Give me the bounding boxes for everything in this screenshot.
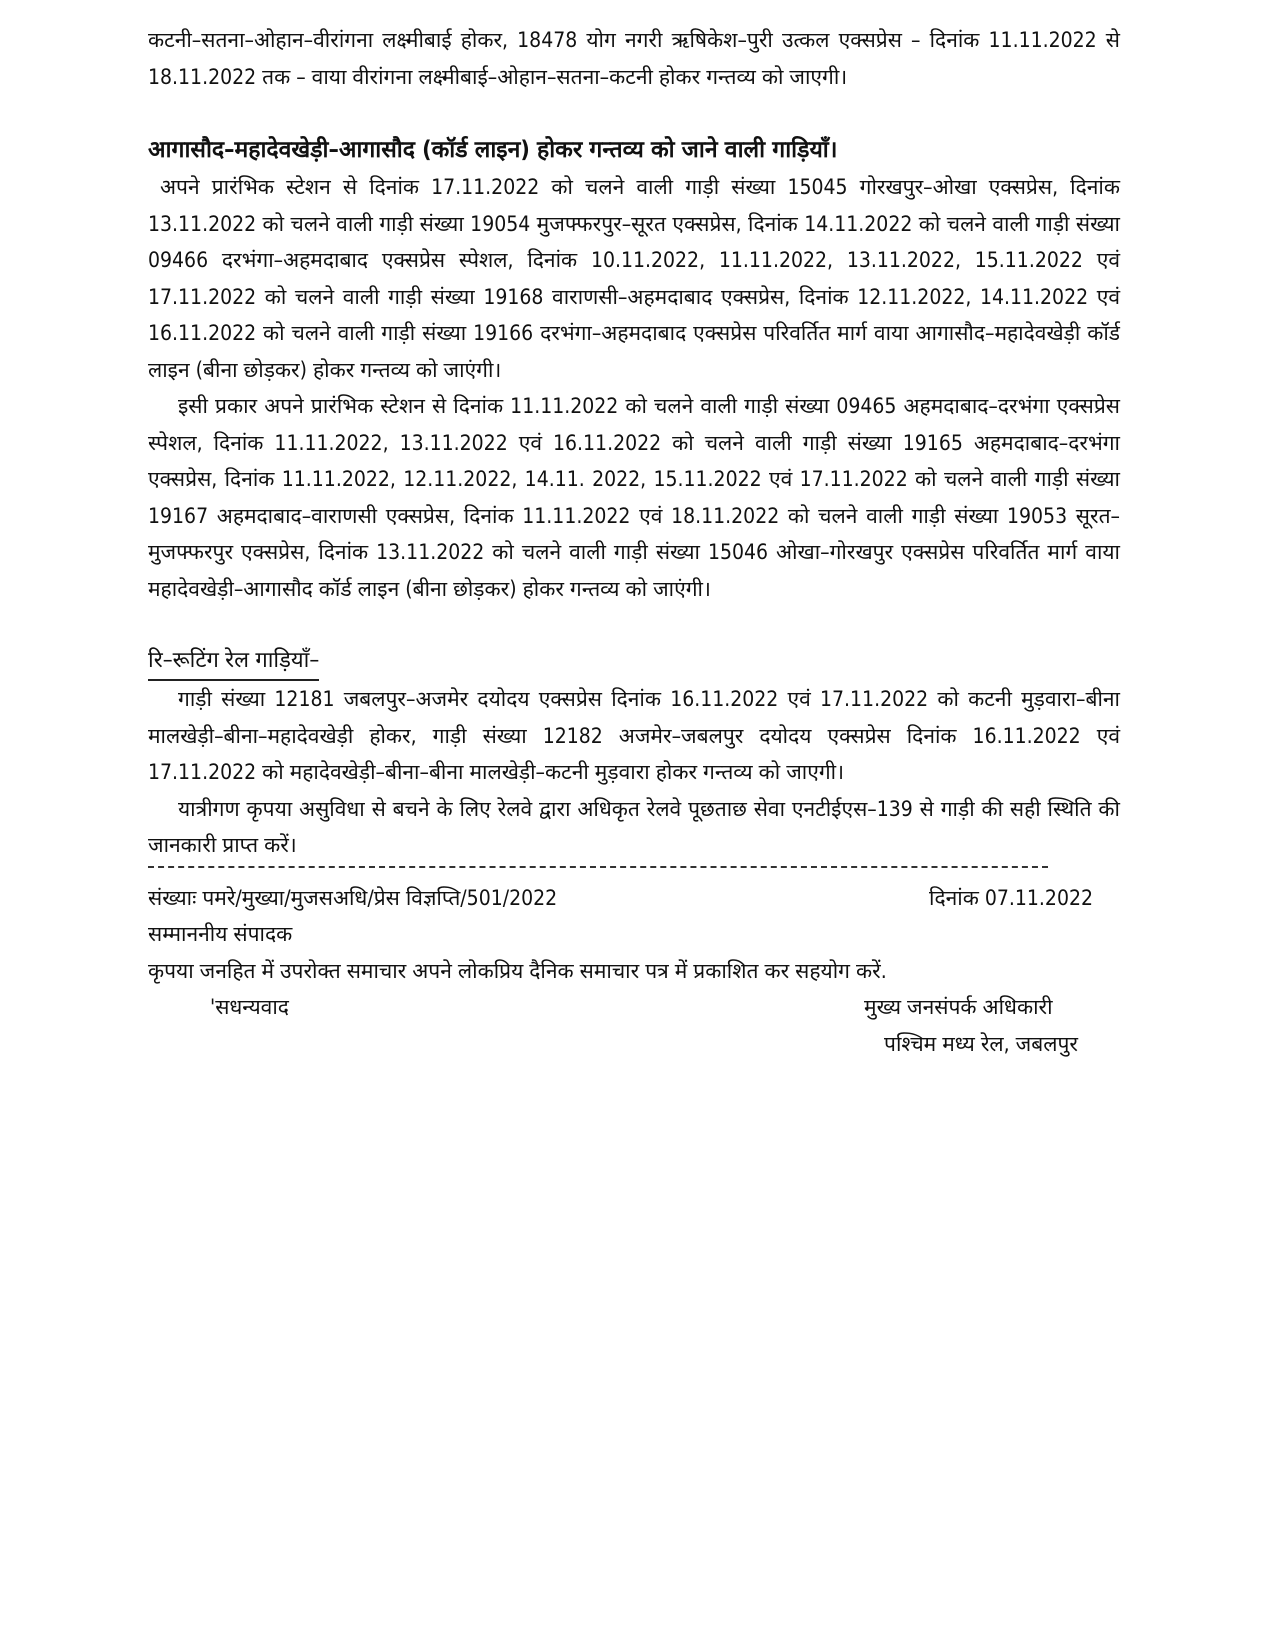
intro-paragraph: कटनी–सतना–ओहान–वीरांगना लक्ष्मीबाई होकर, 18478 योग नगरी ऋषिकेश–पुरी उत्कल एक्सप्रेस – दिनांक 11.11.2022 से 18.11.2022 तक – वाया वीरांगना लक्ष्मीबाई–ओहान–सतना–कटनी होकर गन्तव्य को जाएगी। <box>148 28 1120 89</box>
publication-request: कृपया जनहित में उपरोक्त समाचार अपने लोकप्रिय दैनिक समाचार पत्र में प्रकाशित कर सहयोग करें. <box>148 958 887 983</box>
press-release-page <box>148 22 1120 1062</box>
signatory-title: मुख्य जनसंपर्क अधिकारी <box>864 995 1053 1019</box>
section-heading-rerouting: रि–रूटिंग रेल गाड़ियाँ– <box>148 643 319 681</box>
release-date: दिनांक 07.11.2022 <box>929 885 1093 910</box>
dashed-divider <box>148 866 1048 868</box>
reference-number: संख्याः पमरे/मुख्या/मुजसअधि/प्रेस विज्ञप्ति/501/2022 <box>148 885 558 910</box>
chord-line-paragraph: अपने प्रारंभिक स्टेशन से दिनांक 17.11.2022 को चलने वाली गाड़ी संख्या 15045 गोरखपुर–ओखा एक्सप्रेस, दिनांक 13.11.2022 को चलने वाली गाड़ी संख्या 19054 मुजफ्फरपुर–सूरत एक्सप्रेस, दिनांक 14.11.2022 को चलने वाली गाड़ी संख्या 09466 दरभंगा–अहमदाबाद एक्सप्रेस स्पेशल, दिनांक 10.11.2022, 11.11.2022, 13.11.2022, 15.11.2022 एवं 17.11.2022 को चलने वाली गाड़ी संख्या 19168 वाराणसी–अहमदाबाद एक्सप्रेस, दिनांक 12.11.2022, 14.11.2022 एवं 16.11.2022 को चलने वाली गाड़ी संख्या 19166 दरभंगा–अहमदाबाद एक्सप्रेस परिवर्तित मार्ग वाया आगासौद–महादेवखेड़ी कॉर्ड लाइन (बीना छोड़कर) होकर गन्तव्य को जाएंगी। <box>148 175 1120 382</box>
reference-row <box>148 880 1093 917</box>
rerouting-paragraph: गाड़ी संख्या 12181 जबलपुर–अजमेर दयोदय एक्सप्रेस दिनांक 16.11.2022 एवं 17.11.2022 को कटनी मुड़वारा–बीना मालखेड़ी–बीना–महादेवखेड़ी होकर, गाड़ी संख्या 12182 अजमेर–जबलपुर दयोदय एक्सप्रेस दिनांक 16.11.2022 एवं 17.11.2022 को महादेवखेड़ी–बीना–बीना मालखेड़ी–कटनी मुड़वारा होकर गन्तव्य को जाएगी। <box>148 687 1120 784</box>
passenger-advisory-paragraph: यात्रीगण कृपया असुविधा से बचने के लिए रेलवे द्वारा अधिकृत रेलवे पूछताछ सेवा एनटीईएस–139 से गाड़ी की सही स्थिति की जानकारी प्राप्त करें। <box>148 796 1120 857</box>
signatory-organization: पश्चिम मध्य रेल, जबलपुर <box>884 1031 1078 1056</box>
signature-block <box>864 989 1120 1062</box>
salutation: सम्माननीय संपादक <box>148 922 293 946</box>
section-heading-chord-line: आगासौद–महादेवखेड़ी–आगासौद (कॉर्ड लाइन) होकर गन्तव्य को जाने वाली गाड़ियाँ। <box>148 137 838 163</box>
signature-row <box>148 989 1120 1062</box>
chord-line-paragraph: इसी प्रकार अपने प्रारंभिक स्टेशन से दिनांक 11.11.2022 को चलने वाली गाड़ी संख्या 09465 अहमदाबाद–दरभंगा एक्सप्रेस स्पेशल, दिनांक 11.11.2022, 13.11.2022 एवं 16.11.2022 को चलने वाली गाड़ी संख्या 19165 अहमदाबाद–दरभंगा एक्सप्रेस, दिनांक 11.11.2022, 12.11.2022, 14.11. 2022, 15.11.2022 एवं 17.11.2022 को चलने वाली गाड़ी संख्या 19167 अहमदाबाद–वाराणसी एक्सप्रेस, दिनांक 11.11.2022 एवं 18.11.2022 को चलने वाली गाड़ी संख्या 19053 सूरत–मुजफ्फरपुर एक्सप्रेस, दिनांक 13.11.2022 को चलने वाली गाड़ी संख्या 15046 ओखा–गोरखपुर एक्सप्रेस परिवर्तित मार्ग वाया महादेवखेड़ी–आगासौद कॉर्ड लाइन (बीना छोड़कर) होकर गन्तव्य को जाएंगी। <box>148 394 1120 601</box>
thanks-note: 'सधन्यवाद <box>210 995 289 1019</box>
